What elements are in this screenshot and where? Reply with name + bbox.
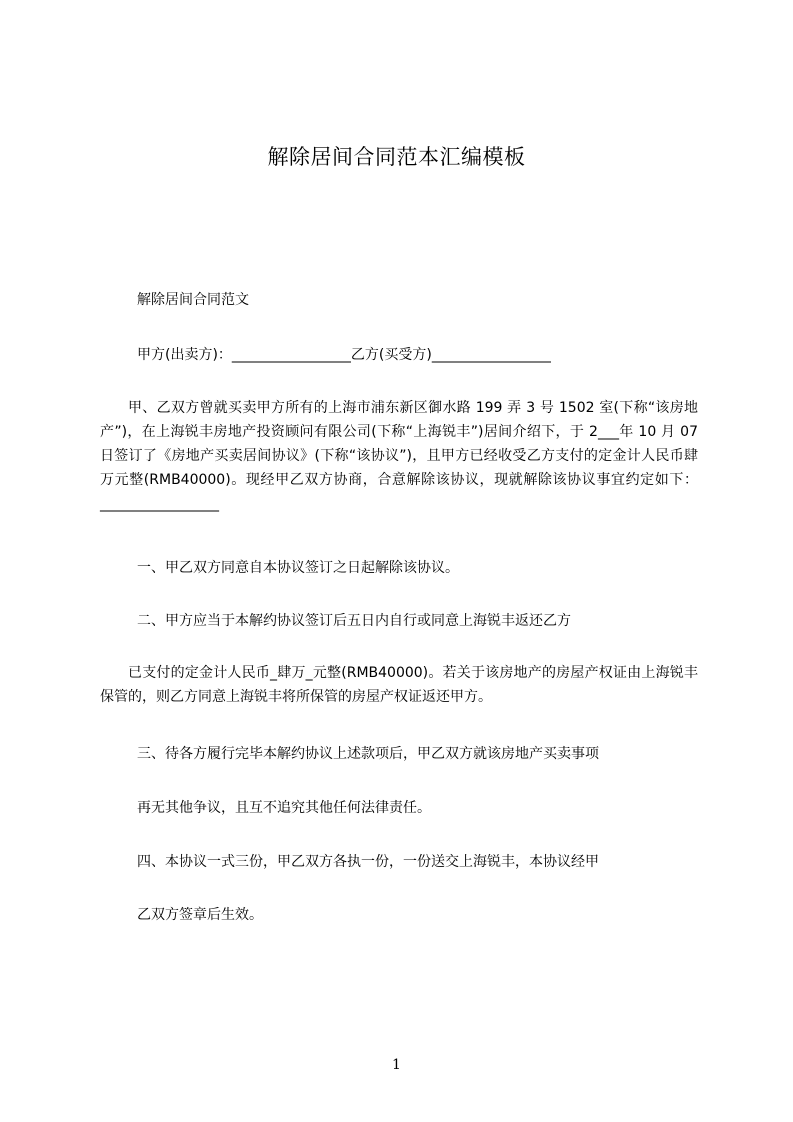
clause-2-body: 已支付的定金计人民币_肆万_元整(RMB40000)。若关于该房地产的房屋产权证由上海锐丰保管的，则乙方同意上海锐丰将所保管的房屋产权证返还甲方。 [100, 665, 698, 705]
clause-3-heading: 三、待各方履行完毕本解约协议上述款项后，甲乙双方就该房地产买卖事项 [137, 746, 599, 762]
document-title: 解除居间合同范本汇编模板 [267, 145, 526, 169]
intro-paragraph: 甲、乙双方曾就买卖甲方所有的上海市浦东新区御水路 199 弄 3 号 1502 室(下称“该房地产”)，在上海锐丰房地产投资顾问有限公司(下称“上海锐丰”)居间介绍下，于 2___年 10 月 07 日签订了《房地产买卖居间协议》(下称“该协议”)，且甲方已经收受乙方支付的定金计人民币肆万元整(RMB40000)。现经甲乙双方协商，合意解除该协议，现就解除该协议事宜约定如下：_________________ [100, 400, 698, 512]
document-subtitle: 解除居间合同范文 [137, 292, 249, 308]
clause-4-heading: 四、本协议一式三份，甲乙双方各执一份，一份送交上海锐丰，本协议经甲 [137, 854, 599, 870]
clause-1: 一、甲乙双方同意自本协议签订之日起解除该协议。 [137, 560, 459, 576]
clause-3-body: 再无其他争议，且互不追究其他任何法律责任。 [137, 800, 431, 816]
page-number: 1 [392, 1057, 401, 1073]
parties-line: 甲方(出卖方)：_________________乙方(买受方)_________________ [137, 347, 551, 363]
clause-4-body: 乙双方签章后生效。 [137, 907, 263, 923]
clause-2-heading: 二、甲方应当于本解约协议签订后五日内自行或同意上海锐丰返还乙方 [137, 613, 571, 629]
